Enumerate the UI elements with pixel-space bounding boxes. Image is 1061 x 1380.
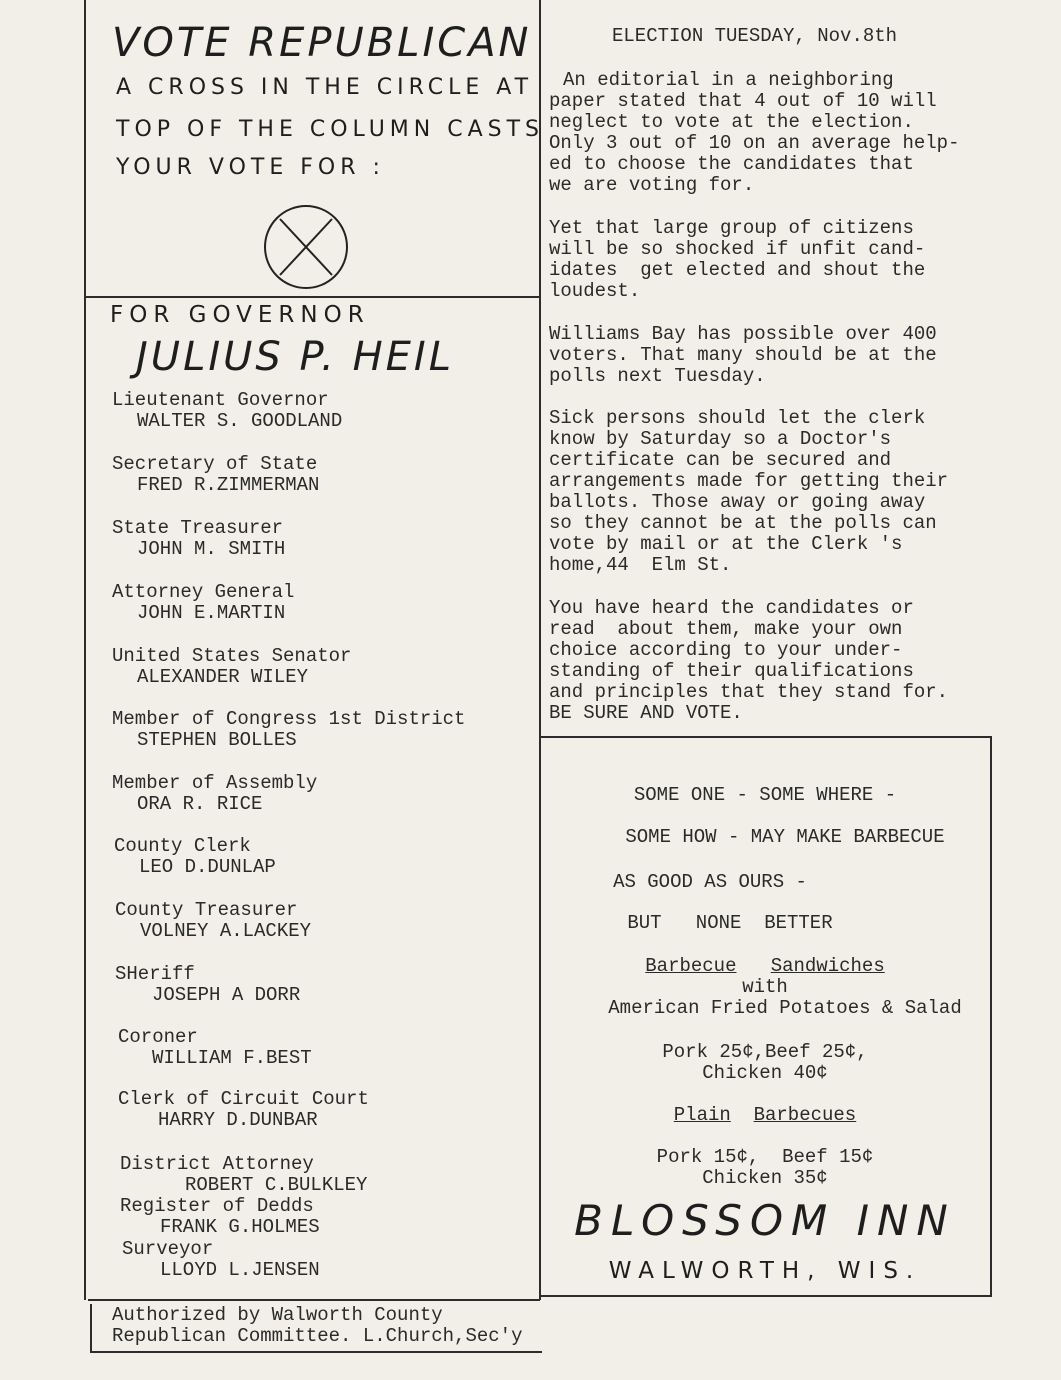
office-title: County Treasurer — [115, 899, 298, 921]
office-title: Secretary of State — [112, 453, 318, 475]
office-title: Member of Assembly — [112, 772, 318, 794]
office-title: District Attorney — [120, 1153, 314, 1175]
office-entry — [114, 836, 276, 878]
office-title: Coroner — [118, 1026, 198, 1048]
plain-heading-a: Plain — [673, 1104, 731, 1126]
plain-heading — [540, 1105, 990, 1126]
frame-left-border — [84, 0, 86, 1300]
office-title: SHeriff — [115, 963, 195, 985]
office-entry — [120, 1154, 367, 1196]
governor-label: FOR GOVERNOR — [110, 302, 370, 328]
ad-slogan-line: AS GOOD AS OURS - — [613, 871, 807, 893]
candidate-name: ALEXANDER WILEY — [137, 666, 309, 688]
text-line: ed to choose the candidates that — [549, 153, 914, 175]
text-line: certificate can be secured and — [549, 449, 892, 471]
text-line: so they cannot be at the polls can — [549, 512, 937, 534]
office-entry — [115, 900, 311, 942]
editorial-paragraph — [549, 218, 1019, 302]
instruction-line: TOP OF THE COLUMN CASTS — [116, 117, 545, 142]
text-line: loudest. — [549, 280, 641, 302]
text-line: idates get elected and shout the — [549, 259, 926, 281]
ad-slogan-line: BUT NONE BETTER — [627, 912, 833, 934]
candidate-name: JOSEPH A DORR — [152, 984, 301, 1006]
candidate-name: ORA R. RICE — [137, 793, 263, 815]
candidate-name: STEPHEN BOLLES — [137, 729, 297, 751]
office-title: Register of Dedds — [120, 1195, 314, 1217]
candidate-name: LEO D.DUNLAP — [139, 856, 276, 878]
office-entry — [112, 454, 319, 496]
office-title: Surveyor — [122, 1238, 214, 1260]
office-entry — [112, 646, 351, 688]
text-line: vote by mail or at the Clerk 's — [549, 533, 903, 555]
office-title: United States Senator — [112, 645, 352, 667]
office-entry — [112, 709, 465, 751]
text-line: ballots. Those away or going away — [549, 491, 926, 513]
bottom-rule — [88, 1299, 540, 1301]
text-line: polls next Tuesday. — [549, 365, 766, 387]
ballot-circle-icon — [262, 203, 350, 291]
text-line: standing of their qualifications — [549, 660, 914, 682]
candidate-name: FRED R.ZIMMERMAN — [137, 474, 320, 496]
text-line: we are voting for. — [549, 174, 755, 196]
candidate-name: FRANK G.HOLMES — [160, 1216, 320, 1238]
instruction-line: A CROSS IN THE CIRCLE AT — [116, 75, 534, 100]
authorization-footer — [112, 1305, 522, 1347]
footer-box-bottom — [90, 1351, 542, 1353]
election-heading: ELECTION TUESDAY, Nov.8th — [612, 25, 898, 47]
office-title: Clerk of Circuit Court — [118, 1088, 369, 1110]
text-line: home,44 Elm St. — [549, 554, 732, 576]
office-title: Member of Congress 1st District — [112, 708, 466, 730]
governor-name: JULIUS P. HEIL — [136, 334, 455, 380]
sandwich-price-line: Chicken 40¢ — [702, 1062, 828, 1084]
candidate-name: WALTER S. GOODLAND — [137, 410, 343, 432]
candidate-name: LLOYD L.JENSEN — [160, 1259, 320, 1281]
office-entry — [112, 582, 294, 624]
header-divider — [85, 296, 540, 298]
ad-slogan-line: SOME ONE - SOME WHERE - — [633, 784, 897, 806]
plain-price-line: Chicken 35¢ — [702, 1167, 828, 1189]
text-line: Only 3 out of 10 on an average help- — [549, 132, 960, 154]
office-entry — [112, 390, 342, 432]
sandwiches-heading-a: Barbecue — [645, 955, 737, 977]
text-line: paper stated that 4 out of 10 will — [549, 90, 937, 112]
text-line: You have heard the candidates or — [549, 597, 914, 619]
office-entry — [115, 964, 300, 1006]
candidate-name: VOLNEY A.LACKEY — [140, 920, 312, 942]
plain-heading-b: Barbecues — [753, 1104, 857, 1126]
editorial-paragraph — [549, 408, 1019, 576]
text-line: will be so shocked if unfit cand- — [549, 238, 926, 260]
candidate-name: ROBERT C.BULKLEY — [185, 1174, 368, 1196]
text-line: BE SURE AND VOTE. — [549, 702, 743, 724]
text-line: Williams Bay has possible over 400 — [549, 323, 937, 345]
candidate-name: WILLIAM F.BEST — [152, 1047, 312, 1069]
candidate-name: HARRY D.DUNBAR — [158, 1109, 318, 1131]
sandwich-price-line: Pork 25¢,Beef 25¢, — [662, 1041, 868, 1063]
office-title: County Clerk — [114, 835, 251, 857]
office-title: State Treasurer — [112, 517, 284, 539]
office-entry — [120, 1196, 320, 1238]
editorial-paragraph — [549, 324, 1019, 387]
ad-box-top — [540, 736, 992, 738]
with-text: with — [742, 976, 788, 998]
instruction-line: YOUR VOTE FOR : — [116, 155, 385, 180]
office-title: Attorney General — [112, 581, 295, 603]
footer-line: Authorized by Walworth County — [112, 1304, 443, 1326]
editorial-paragraph — [549, 70, 1019, 196]
office-entry — [112, 518, 285, 560]
business-name: BLOSSOM INN — [574, 1196, 956, 1245]
ad-slogan-line: SOME HOW - MAY MAKE BARBECUE — [625, 826, 945, 848]
text-line: neglect to vote at the election. — [549, 111, 914, 133]
text-line: An editorial in a neighboring — [563, 69, 894, 91]
office-entry — [118, 1027, 312, 1069]
text-line: choice according to your under- — [549, 639, 903, 661]
office-entry — [122, 1239, 320, 1281]
sides-text: American Fried Potatoes & Salad — [608, 997, 962, 1019]
text-line: Sick persons should let the clerk — [549, 407, 926, 429]
sandwiches-heading — [540, 956, 990, 977]
editorial-paragraph — [549, 598, 1019, 724]
footer-line: Republican Committee. L.Church,Sec'y — [112, 1325, 523, 1347]
plain-price-line: Pork 15¢, Beef 15¢ — [656, 1146, 874, 1168]
footer-box-left — [90, 1304, 92, 1352]
text-line: and principles that they stand for. — [549, 681, 949, 703]
text-line: voters. That many should be at the — [549, 344, 937, 366]
office-title: Lieutenant Governor — [112, 389, 329, 411]
candidate-name: JOHN E.MARTIN — [137, 602, 286, 624]
vote-title: VOTE REPUBLICAN — [112, 20, 532, 66]
office-entry — [112, 773, 317, 815]
sandwiches-heading-b: Sandwiches — [770, 955, 885, 977]
business-location: WALWORTH, WIS. — [608, 1258, 922, 1284]
text-line: know by Saturday so a Doctor's — [549, 428, 892, 450]
text-line: read about them, make your own — [549, 618, 903, 640]
office-entry — [118, 1089, 369, 1131]
text-line: Yet that large group of citizens — [549, 217, 914, 239]
ad-box-bottom — [540, 1295, 992, 1297]
text-line: arrangements made for getting their — [549, 470, 949, 492]
candidate-name: JOHN M. SMITH — [137, 538, 286, 560]
